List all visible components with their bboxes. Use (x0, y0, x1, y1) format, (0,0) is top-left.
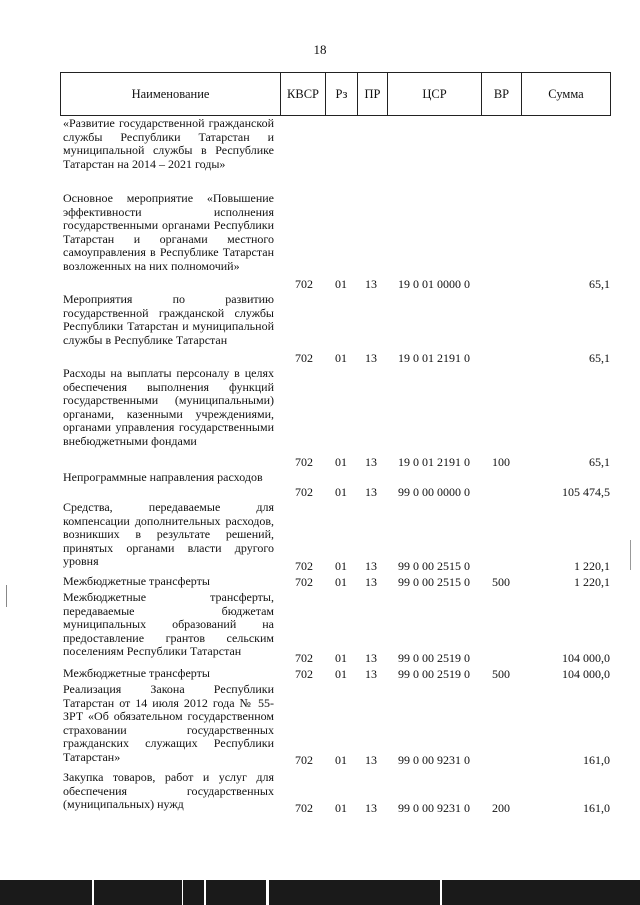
cell-kvsr: 702 (295, 651, 313, 665)
row-name (63, 471, 274, 485)
page-number: 18 (313, 42, 327, 57)
header-name: Наименование (61, 73, 281, 115)
scan-edge (0, 880, 640, 905)
cell-kvsr: 702 (295, 351, 313, 365)
cell-rz: 01 (335, 485, 347, 499)
cell-pr: 13 (365, 753, 377, 767)
cell-sum: 1 220,1 (574, 575, 610, 589)
cell-sum: 104 000,0 (562, 651, 610, 665)
row-name (63, 667, 274, 681)
row-name-text: Средства, передаваемые для компенсации дополнительных расходов, возникших в результате решений, принятых органами власти другого уровня (63, 500, 274, 569)
cell-rz: 01 (335, 455, 347, 469)
row-name (63, 293, 274, 347)
row-name (63, 192, 274, 274)
cell-sum: 1 220,1 (574, 559, 610, 573)
cell-csr: 99 0 00 9231 0 (398, 753, 470, 767)
cell-csr: 99 0 00 2515 0 (398, 575, 470, 589)
cell-sum: 161,0 (583, 801, 610, 815)
row-name-text: Межбюджетные трансферты, передаваемые бюджетам муниципальных образований на предоставление грантов сельским поселениям Республики Татарстан (63, 590, 274, 659)
cell-sum: 65,1 (589, 455, 610, 469)
cell-vr: 500 (492, 575, 510, 589)
header-kvsr: КВСР (281, 73, 326, 115)
cell-csr: 19 0 01 0000 0 (398, 277, 470, 291)
cell-pr: 13 (365, 351, 377, 365)
row-name-text: Реализация Закона Республики Татарстан от 14 июля 2012 года № 55-ЗРТ «Об обязательном государственном страховании государственных гражданских служащих Республики Татарстан» (63, 682, 274, 764)
cell-kvsr: 702 (295, 277, 313, 291)
row-name (63, 683, 274, 765)
row-name-text: Основное мероприятие «Повышение эффективности исполнения государственными органами Республики Татарстан и органами местного самоуправления в Республике Татарстан возложенных на них полномочий» (63, 191, 274, 273)
cell-csr: 99 0 00 2519 0 (398, 651, 470, 665)
table-header (60, 72, 611, 116)
cell-csr: 99 0 00 9231 0 (398, 801, 470, 815)
cell-sum: 65,1 (589, 277, 610, 291)
scan-mark (6, 585, 7, 607)
row-name-text: Межбюджетные трансферты (63, 666, 210, 680)
row-name (63, 501, 274, 569)
cell-kvsr: 702 (295, 559, 313, 573)
cell-sum: 104 000,0 (562, 667, 610, 681)
cell-csr: 99 0 00 2519 0 (398, 667, 470, 681)
cell-rz: 01 (335, 753, 347, 767)
cell-vr: 500 (492, 667, 510, 681)
cell-rz: 01 (335, 801, 347, 815)
cell-kvsr: 702 (295, 753, 313, 767)
cell-kvsr: 702 (295, 667, 313, 681)
header-vr: ВР (482, 73, 522, 115)
header-sum: Сумма (548, 87, 584, 101)
row-name (63, 367, 274, 449)
cell-pr: 13 (365, 485, 377, 499)
cell-csr: 19 0 01 2191 0 (398, 351, 470, 365)
cell-rz: 01 (335, 575, 347, 589)
cell-pr: 13 (365, 667, 377, 681)
cell-rz: 01 (335, 667, 347, 681)
cell-vr: 100 (492, 455, 510, 469)
cell-pr: 13 (365, 277, 377, 291)
cell-pr: 13 (365, 575, 377, 589)
cell-sum: 161,0 (583, 753, 610, 767)
row-name (63, 771, 274, 812)
row-name-text: Закупка товаров, работ и услуг для обеспечения государственных (муниципальных) нужд (63, 770, 274, 812)
cell-kvsr: 702 (295, 575, 313, 589)
cell-kvsr: 702 (295, 455, 313, 469)
scan-mark (630, 540, 631, 570)
row-name (63, 575, 274, 589)
cell-sum: 105 474,5 (562, 485, 610, 499)
cell-kvsr: 702 (295, 485, 313, 499)
cell-csr: 19 0 01 2191 0 (398, 455, 470, 469)
cell-rz: 01 (335, 277, 347, 291)
cell-pr: 13 (365, 801, 377, 815)
row-name-text: Мероприятия по развитию государственной гражданской службы Республики Татарстан и муниципальной службы в Республике Татарстан (63, 292, 274, 347)
header-pr: ПР (358, 73, 388, 115)
cell-kvsr: 702 (295, 801, 313, 815)
row-name-text: Непрограммные направления расходов (63, 470, 263, 484)
cell-rz: 01 (335, 559, 347, 573)
cell-pr: 13 (365, 651, 377, 665)
cell-rz: 01 (335, 651, 347, 665)
cell-csr: 99 0 00 0000 0 (398, 485, 470, 499)
cell-pr: 13 (365, 455, 377, 469)
header-csr: ЦСР (388, 73, 482, 115)
cell-pr: 13 (365, 559, 377, 573)
row-name-text: Межбюджетные трансферты (63, 574, 210, 588)
row-name-text: «Развитие государственной гражданской службы Республики Татарстан и муниципальной службы в Республике Татарстан на 2014 – 2021 годы» (63, 116, 274, 171)
cell-csr: 99 0 00 2515 0 (398, 559, 470, 573)
cell-rz: 01 (335, 351, 347, 365)
row-name (63, 117, 274, 171)
row-name-text: Расходы на выплаты персоналу в целях обеспечения выполнения функций государственными (муниципальными) органами, казенными учреждениями, органами управления государственными внебюджетными фондами (63, 366, 274, 448)
cell-sum: 65,1 (589, 351, 610, 365)
header-rz: Рз (326, 73, 358, 115)
row-name (63, 591, 274, 659)
cell-vr: 200 (492, 801, 510, 815)
